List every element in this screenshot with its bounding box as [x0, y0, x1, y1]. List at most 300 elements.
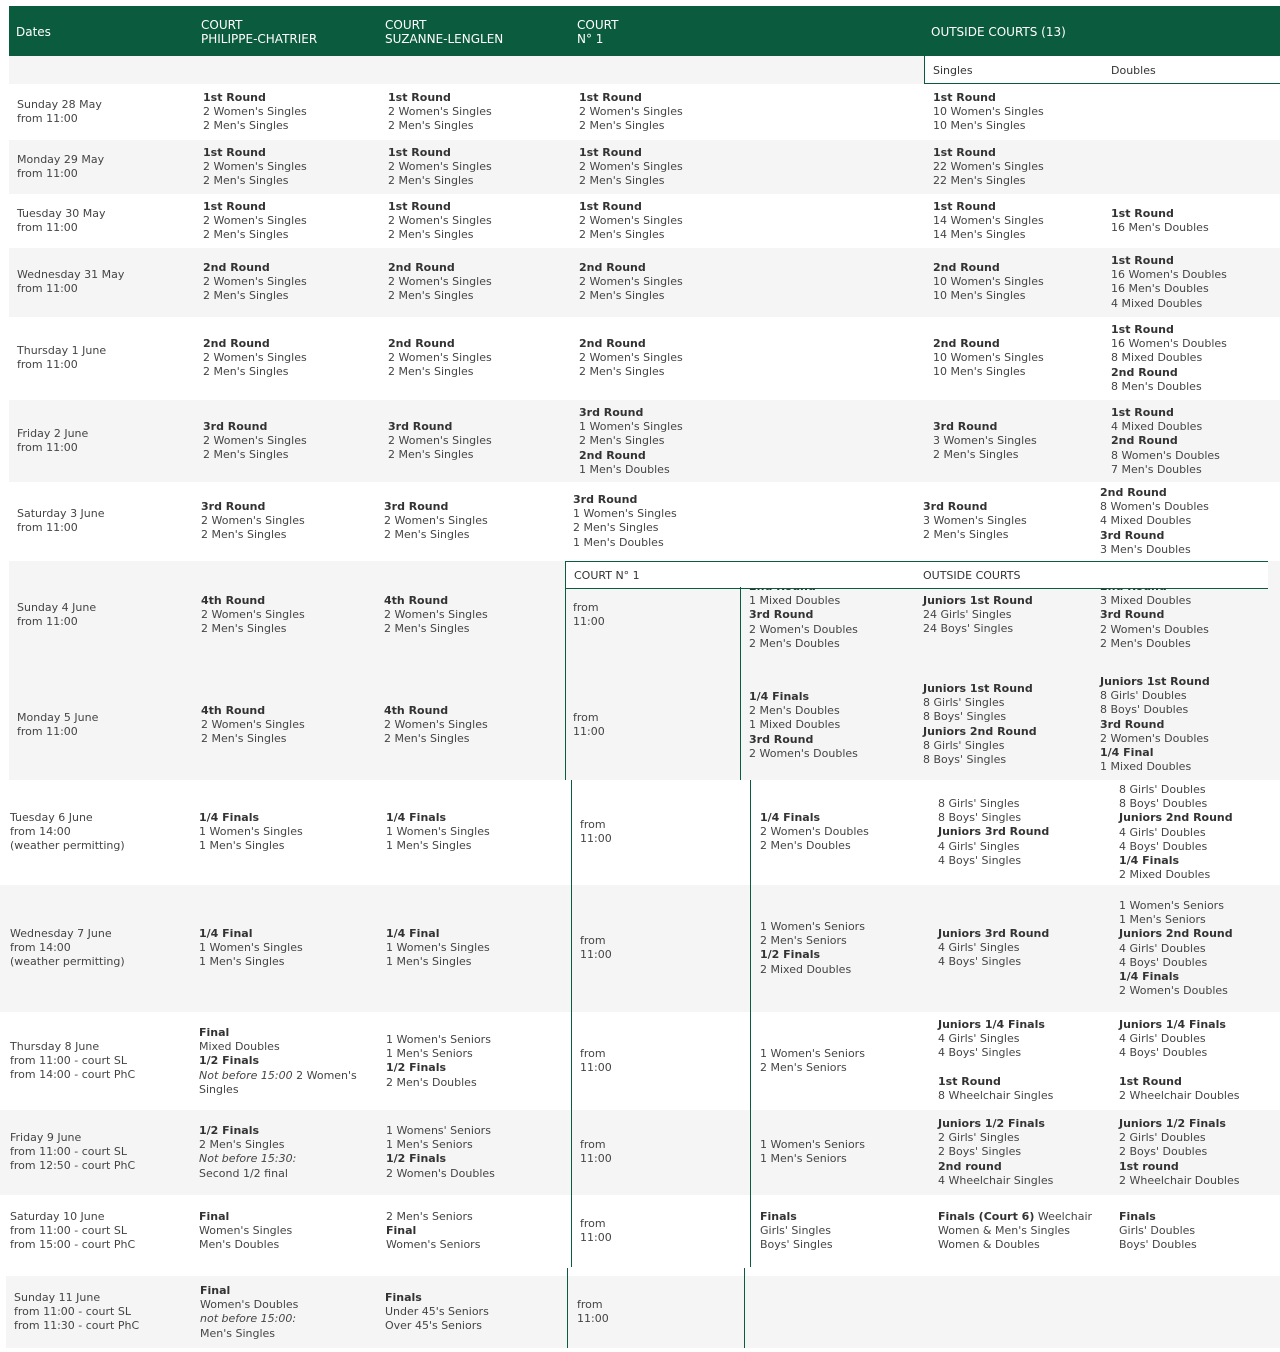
round-label: Final: [199, 1210, 230, 1223]
cell-outside-singles-line: [933, 91, 1044, 105]
table-row: [0, 1110, 1280, 1195]
round-label: 1/4 Final: [199, 927, 253, 940]
cell-court1-line: [579, 146, 683, 160]
cell-court-pc: [199, 1026, 357, 1097]
round-label: 3rd Round: [1100, 717, 1165, 731]
cell-court1-time-line: 11:00: [580, 1231, 612, 1245]
cell-court1: [573, 493, 677, 550]
cell-court-pc-line: Women's Doubles: [200, 1298, 299, 1312]
round-label: Juniors 1/4 Finals: [938, 1018, 1045, 1031]
divider-court1-detail-lower: [750, 780, 751, 1267]
round-label: 3rd Round: [203, 420, 268, 433]
row-date: [10, 811, 125, 854]
cell-outside-singles-line: 10 Women's Singles: [933, 351, 1044, 365]
cell-court-sl: [386, 1033, 491, 1090]
cell-court1-time: [580, 818, 612, 846]
round-label: 1st Round: [203, 91, 266, 104]
cell-court-pc-line: 1 Men's Singles: [199, 955, 285, 969]
row-date: [10, 1131, 135, 1174]
cell-court-pc-line: 2 Men's Singles: [203, 228, 289, 242]
cell-outside-doubles-line: [1119, 1160, 1239, 1174]
row-date: [10, 1210, 135, 1253]
cell-court-sl: [385, 1291, 489, 1334]
cell-court-sl-line: [384, 500, 488, 514]
round-label: 1st Round: [388, 91, 451, 104]
cell-court-pc-line: 2 Women's Singles: [203, 214, 307, 228]
row-date-line: (weather permitting): [10, 839, 125, 853]
time-note: not before 15:00:: [200, 1312, 297, 1326]
cell-court1-time-line: from: [580, 1047, 606, 1060]
cell-outside-doubles-line: [1111, 406, 1220, 420]
cell-outside-doubles-line: 16 Women's Doubles: [1111, 337, 1227, 351]
row-date-line: from 15:00 - court PhC: [10, 1238, 136, 1252]
cell-court-pc: [203, 91, 307, 134]
cell-court-pc-line: 2 Men's Singles: [203, 365, 289, 379]
row-date-line: from 11:00: [17, 615, 78, 629]
cell-outside-singles-line: [933, 146, 1044, 160]
round-label: Final: [200, 1284, 231, 1297]
cell-outside-singles: [933, 146, 1044, 189]
cell-court-pc: [199, 927, 303, 970]
round-label: 1st Round: [933, 200, 996, 213]
cell-court-sl: [388, 200, 492, 243]
round-label: 1/4 Finals: [760, 811, 821, 824]
round-label: 1st Round: [1111, 406, 1174, 419]
row-date-line: from 11:00: [17, 167, 78, 181]
round-label: Juniors 2nd Round: [923, 724, 1037, 738]
round-label: 1st Round: [1111, 207, 1174, 220]
cell-court1-line: 2 Women's Doubles: [749, 746, 858, 760]
cell-outside-singles-line: [933, 420, 1037, 434]
cell-court1-line: 2 Men's Singles: [573, 521, 659, 535]
cell-outside-doubles-line: [1119, 1117, 1239, 1131]
round-label: 1/4 Finals: [749, 690, 810, 703]
cell-court-sl-line: 2 Women's Singles: [384, 608, 488, 622]
subheader-court1: COURT N° 1: [574, 569, 640, 582]
cell-outside-singles-line: [938, 927, 1049, 941]
cell-outside-doubles-line: [1119, 811, 1233, 825]
cell-court1-time: [573, 601, 605, 629]
cell-outside-doubles-line: [1100, 608, 1209, 622]
cell-court-pc: [203, 261, 307, 304]
round-label: 1st round: [1119, 1159, 1179, 1173]
round-label: Finals: [1119, 1210, 1156, 1223]
cell-outside-doubles-line: [1119, 970, 1233, 984]
cell-outside-singles-line: [923, 500, 1027, 514]
row-date-line: Sunday 11 June: [14, 1291, 101, 1304]
cell-outside-singles-line: [938, 1210, 1092, 1224]
cell-court1-line: 2 Men's Doubles: [760, 839, 851, 853]
row-date-line: from 11:00: [17, 221, 78, 235]
cell-court1-line: 2 Women's Singles: [579, 275, 683, 289]
row-date-line: from 14:00: [10, 941, 71, 955]
row-date-line: Monday 29 May: [17, 153, 105, 166]
cell-court-sl-line: 1 Men's Singles: [386, 955, 472, 969]
row-date-line: from 11:00: [17, 521, 78, 535]
cell-outside-doubles-line: 1 Women's Seniors: [1119, 899, 1224, 912]
cell-outside-singles-line: 8 Boys' Singles: [923, 752, 1007, 766]
round-label: 1/4 Finals: [1119, 969, 1180, 983]
round-label: 1st Round: [938, 1074, 1001, 1088]
row-date: [17, 427, 88, 455]
cell-court-sl-line: 2 Men's Singles: [388, 365, 474, 379]
cell-court1-line: [760, 1210, 833, 1224]
cell-court-pc-line: 1 Men's Singles: [199, 839, 285, 853]
row-date-line: Saturday 3 June: [17, 507, 105, 520]
cell-outside-singles: [923, 500, 1027, 543]
round-label: 3rd Round: [573, 493, 638, 506]
divider-court1-last: [567, 1268, 568, 1348]
cell-outside-doubles: [1111, 406, 1220, 477]
cell-court1-line: 2 Men's Seniors: [760, 934, 847, 948]
cell-court1: [749, 690, 858, 761]
cell-outside-singles-line: 2 Men's Singles: [933, 448, 1019, 462]
round-label: 2nd Round: [933, 261, 1000, 274]
cell-outside-singles-line: 4 Boys' Singles: [938, 955, 1022, 969]
cell-court-pc-line: 1 Women's Singles: [199, 941, 303, 955]
cell-outside-singles-line: 8 Girls' Singles: [923, 738, 1005, 752]
cell-outside-doubles-line: 2 Men's Doubles: [1100, 636, 1191, 650]
cell-court-pc-line: Women's Singles: [199, 1224, 293, 1238]
cell-court-sl: [388, 146, 492, 189]
cell-outside-doubles-line: 7 Men's Doubles: [1111, 462, 1202, 476]
cell-outside-doubles-line: 2 Women's Doubles: [1100, 731, 1209, 745]
cell-court-pc-line: 2 Men's Singles: [199, 1138, 285, 1152]
cell-outside-singles-line: [923, 682, 1037, 696]
round-label: Juniors 2nd Round: [1119, 811, 1233, 825]
round-label: 3rd Round: [749, 732, 814, 746]
cell-outside-doubles-line: [1119, 927, 1233, 941]
round-label: 2nd Round: [203, 261, 270, 274]
cell-outside-doubles-line: 3 Mixed Doubles: [1100, 594, 1192, 608]
cell-court-pc: [199, 811, 303, 854]
cell-outside-singles: [938, 1018, 1053, 1103]
cell-court1-time: [580, 1217, 612, 1245]
cell-court-sl: [384, 500, 488, 543]
cell-outside-doubles: [1119, 783, 1233, 882]
cell-outside-singles-line: 2 Men's Singles: [923, 528, 1009, 542]
cell-outside-doubles-line: 2 Mixed Doubles: [1119, 868, 1211, 882]
header-court-1-1: COURT: [577, 18, 619, 32]
cell-court1-line: 2 Men's Singles: [579, 174, 665, 188]
cell-outside-doubles-line: 2 Women's Doubles: [1100, 622, 1209, 636]
cell-court-pc-line: 2 Women's Singles: [203, 105, 307, 119]
divider-court1-detail-upper: [740, 587, 741, 780]
row-date-line: from 11:00 - court SL: [10, 1054, 127, 1068]
row-date: [17, 153, 104, 181]
cell-court-pc-line: [203, 146, 307, 160]
round-label: 3rd Round: [201, 500, 266, 513]
cell-outside-singles-line: [933, 200, 1044, 214]
round-label: 2nd Round: [933, 337, 1000, 350]
cell-court-pc-line: Men's Doubles: [199, 1238, 280, 1252]
cell-outside-singles-line: [933, 337, 1044, 351]
row-date: [17, 207, 105, 235]
cell-court1-line: 2 Men's Singles: [579, 119, 665, 133]
cell-outside-singles-line: [938, 825, 1049, 839]
round-label: 3rd Round: [579, 406, 644, 419]
cell-outside-doubles-line: 1 Mixed Doubles: [1100, 760, 1192, 774]
cell-outside-singles-line: 4 Wheelchair Singles: [938, 1173, 1054, 1187]
cell-court1-line: [760, 811, 869, 825]
round-label: Juniors 1st Round: [1100, 675, 1210, 688]
cell-court-pc-line: [199, 1124, 296, 1138]
cell-court-sl-line: [384, 594, 488, 608]
row-date-line: from 11:00: [17, 112, 78, 126]
cell-court-pc-line: 2 Women's Singles: [203, 275, 307, 289]
cell-court1-line: [573, 493, 677, 507]
time-note: Not before 15:30:: [199, 1152, 297, 1166]
cell-court-sl-line: 2 Women's Singles: [388, 351, 492, 365]
cell-court1-time-line: 11:00: [573, 615, 605, 629]
cell-court-sl-line: 2 Women's Singles: [388, 434, 492, 448]
cell-court-sl-line: [385, 1291, 489, 1305]
cell-outside-doubles-line: [1119, 1061, 1239, 1075]
round-label: 3rd Round: [388, 420, 453, 433]
table-row: [0, 780, 1280, 885]
round-label: 3rd Round: [384, 500, 449, 513]
cell-outside-doubles-line: 8 Boys' Doubles: [1119, 797, 1208, 811]
cell-outside-singles-line: 14 Men's Singles: [933, 228, 1026, 242]
cell-outside-singles: [938, 1117, 1053, 1188]
cell-court-sl-line: [386, 811, 490, 825]
cell-outside-doubles-line: [1119, 1018, 1239, 1032]
cell-court-sl-line: 2 Women's Singles: [388, 214, 492, 228]
cell-court1-line: Boys' Singles: [760, 1238, 833, 1252]
cell-outside-singles-line: 10 Women's Singles: [933, 105, 1044, 119]
cell-outside-singles-line: [938, 1018, 1053, 1032]
cell-outside-doubles: [1111, 207, 1209, 235]
cell-outside-doubles-line: [1111, 254, 1227, 268]
cell-outside-doubles-line: [1111, 207, 1209, 221]
cell-court-pc: [203, 200, 307, 243]
cell-outside-doubles: [1100, 675, 1210, 774]
row-date-line: from 12:50 - court PhC: [10, 1159, 136, 1173]
cell-outside-singles-line: 24 Boys' Singles: [923, 622, 1014, 636]
cell-court1-line: 1 Women's Singles: [579, 420, 683, 434]
cell-court-sl: [384, 704, 488, 747]
cell-court1-line: [749, 608, 858, 622]
row-date-line: from 11:00: [17, 358, 78, 372]
round-label: 1st Round: [1119, 1074, 1182, 1088]
cell-court1-line: 1 Men's Doubles: [573, 535, 664, 549]
cell-outside-singles-line: [938, 1075, 1053, 1089]
round-label: 1st Round: [203, 200, 266, 213]
round-label: 1st Round: [388, 200, 451, 213]
event-text: 2 Women's: [292, 1068, 357, 1082]
cell-court-sl-line: 2 Men's Doubles: [386, 1075, 477, 1089]
cell-outside-singles-line: 22 Women's Singles: [933, 160, 1044, 174]
cell-outside-doubles-line: 4 Boys' Doubles: [1119, 839, 1208, 853]
cell-outside-doubles: [1111, 254, 1227, 311]
round-label: Finals (Court 6): [938, 1210, 1035, 1223]
cell-outside-doubles-line: [1100, 746, 1210, 760]
divider-court1-detail-last: [744, 1268, 745, 1348]
cell-outside-singles: [933, 337, 1044, 380]
cell-court-pc-line: 2 Men's Singles: [203, 174, 289, 188]
round-label: 2nd Round: [579, 261, 646, 274]
cell-outside-singles-line: 2 Girls' Singles: [938, 1131, 1020, 1145]
row-date-line: from 11:00: [17, 282, 78, 296]
row-date-line: from 14:00: [10, 825, 71, 839]
row-date-line: from 11:00 - court SL: [14, 1305, 131, 1319]
cell-court1-line: 2 Women's Doubles: [760, 825, 869, 839]
divider-court1-upper: [565, 587, 566, 780]
cell-court1-line: 2 Men's Doubles: [749, 636, 840, 650]
cell-outside-singles: [933, 420, 1037, 463]
header-outside: OUTSIDE COURTS (13): [931, 25, 1066, 39]
cell-outside-singles-line: 4 Boys' Singles: [938, 1046, 1022, 1060]
round-label: 1/2 Finals: [386, 1061, 447, 1075]
cell-outside-doubles-line: 3 Men's Doubles: [1100, 542, 1191, 556]
cell-court-pc-line: 2 Men's Singles: [201, 528, 287, 542]
cell-court1-line: 2 Men's Singles: [579, 228, 665, 242]
cell-outside-doubles-line: 8 Women's Doubles: [1111, 448, 1220, 462]
round-label: Juniors 1st Round: [923, 682, 1033, 695]
cell-outside-doubles-line: [1100, 718, 1210, 732]
cell-outside-singles-line: [923, 594, 1033, 608]
row-date: [17, 601, 96, 629]
cell-outside-doubles-line: Boys' Doubles: [1119, 1238, 1197, 1252]
round-label: 1st Round: [203, 146, 266, 159]
cell-court-pc-line: Singles: [199, 1082, 239, 1096]
cell-court1-line: 2 Women's Doubles: [749, 622, 858, 636]
cell-court-sl-line: 2 Women's Singles: [388, 105, 492, 119]
cell-court-pc-line: 2 Women's Singles: [201, 608, 305, 622]
cell-court1-line: 2 Women's Singles: [579, 160, 683, 174]
cell-outside-singles-line: Women & Men's Singles: [938, 1224, 1071, 1238]
cell-court1-line: 2 Men's Seniors: [760, 1061, 847, 1075]
cell-court1-time-line: 11:00: [580, 1061, 612, 1075]
cell-outside-singles-line: 4 Girls' Singles: [938, 839, 1020, 853]
cell-court-pc: [200, 1284, 298, 1341]
cell-outside-singles-line: 22 Men's Singles: [933, 174, 1026, 188]
cell-court-pc: [201, 704, 305, 747]
cell-outside-singles-line: [933, 261, 1044, 275]
cell-court-sl-line: 1 Men's Seniors: [386, 1047, 473, 1061]
cell-court1-line: [579, 337, 683, 351]
row-date-line: Wednesday 31 May: [17, 268, 125, 281]
cell-court-sl-line: 2 Women's Doubles: [386, 1166, 495, 1180]
round-label: Finals: [760, 1210, 797, 1223]
cell-court-sl-line: 2 Men's Seniors: [386, 1210, 473, 1223]
cell-court-sl: [388, 261, 492, 304]
cell-outside-doubles-line: 2 Boys' Doubles: [1119, 1145, 1208, 1159]
cell-court-pc-line: 2 Women's Singles: [203, 160, 307, 174]
cell-outside-doubles-line: 4 Boys' Doubles: [1119, 955, 1208, 969]
subheader-singles: Singles: [933, 64, 973, 77]
cell-court-pc-line: 2 Men's Singles: [203, 448, 289, 462]
cell-court1: [579, 146, 683, 189]
cell-court-sl-line: 1 Men's Seniors: [386, 1138, 473, 1152]
event-text: Weelchair: [1034, 1210, 1093, 1223]
cell-court-pc-line: [203, 200, 307, 214]
cell-court1-time-line: from: [577, 1298, 603, 1311]
cell-court-sl-line: 2 Men's Singles: [388, 174, 474, 188]
round-label: 1/4 Final: [386, 927, 440, 940]
cell-outside-doubles-line: [1119, 1210, 1197, 1224]
round-label: 1/2 Finals: [386, 1152, 447, 1166]
round-label: 1st Round: [933, 146, 996, 159]
cell-court1-line: 2 Women's Singles: [579, 351, 683, 365]
row-date-line: Sunday 4 June: [17, 601, 97, 614]
cell-court-pc-line: [199, 1026, 357, 1040]
cell-outside-singles: [938, 797, 1049, 868]
cell-court1-line: 1 Women's Seniors: [760, 1047, 865, 1060]
cell-outside-singles-line: [938, 1160, 1053, 1174]
cell-court1-time-line: 11:00: [580, 1152, 612, 1166]
cell-court-sl-line: 2 Men's Singles: [384, 528, 470, 542]
cell-court-sl-line: 2 Men's Singles: [388, 228, 474, 242]
cell-court-sl-line: 1 Women's Singles: [386, 825, 490, 839]
cell-outside-doubles-line: 8 Mixed Doubles: [1111, 351, 1203, 365]
subheader-doubles: Doubles: [1111, 64, 1156, 77]
round-label: 1st Round: [1111, 323, 1174, 336]
row-date: [14, 1291, 139, 1334]
round-label: 1st Round: [579, 91, 642, 104]
cell-outside-doubles-line: [1100, 675, 1210, 689]
cell-court-pc-line: 2 Men's Singles: [203, 119, 289, 133]
cell-court1-time-line: 11:00: [577, 1312, 609, 1326]
subheader-outside: OUTSIDE COURTS: [923, 569, 1021, 582]
cell-court-sl-line: 1 Womens' Seniors: [386, 1124, 491, 1137]
cell-outside-doubles-line: 4 Girls' Doubles: [1119, 825, 1206, 839]
cell-court1-line: 1 Men's Seniors: [760, 1152, 847, 1166]
cell-court1-time: [580, 1047, 612, 1075]
cell-court-pc-line: [201, 704, 305, 718]
cell-outside-doubles-line: 16 Men's Doubles: [1111, 282, 1209, 296]
round-label: 1st Round: [579, 146, 642, 159]
cell-court1-line: 2 Men's Doubles: [749, 704, 840, 718]
cell-court-pc-line: 2 Men's Singles: [201, 732, 287, 746]
cell-court-sl-line: 2 Men's Singles: [384, 622, 470, 636]
cell-court1-line: 1 Mixed Doubles: [749, 594, 841, 608]
cell-outside-singles: [933, 261, 1044, 304]
row-date: [17, 507, 105, 535]
cell-court-sl-line: Women's Seniors: [386, 1238, 481, 1252]
cell-outside-doubles-line: 4 Boys' Doubles: [1119, 1046, 1208, 1060]
cell-court-pc-line: [199, 1069, 357, 1083]
cell-outside-doubles: [1111, 323, 1227, 394]
cell-court1-line: 1 Men's Doubles: [579, 462, 670, 476]
cell-court-sl-line: [386, 1224, 480, 1238]
cell-outside-doubles-line: [1100, 486, 1209, 500]
cell-court1-time-line: from: [580, 1217, 606, 1230]
round-label: 1/2 Finals: [199, 1054, 260, 1068]
cell-court1-line: 2 Mixed Doubles: [760, 962, 852, 976]
cell-outside-doubles-line: 2 Girls' Doubles: [1119, 1131, 1206, 1145]
round-label: 1/4 Finals: [1119, 853, 1180, 867]
cell-outside-singles-line: [923, 725, 1037, 739]
round-label: 3rd Round: [1100, 608, 1165, 622]
row-date-line: Sunday 28 May: [17, 98, 102, 111]
cell-outside-doubles-line: 1 Men's Seniors: [1119, 913, 1206, 927]
cell-court1-time-line: 11:00: [573, 725, 605, 739]
cell-court-pc-line: [203, 91, 307, 105]
cell-outside-singles-line: 8 Girls' Singles: [923, 696, 1005, 710]
cell-outside-doubles-line: 4 Girls' Doubles: [1119, 1032, 1206, 1046]
cell-outside-doubles-line: 8 Girls' Doubles: [1100, 689, 1187, 703]
cell-court-pc-line: Mixed Doubles: [199, 1040, 280, 1054]
cell-outside-singles-line: 3 Women's Singles: [933, 434, 1037, 448]
cell-court-pc-line: Men's Singles: [200, 1326, 276, 1340]
round-label: 2nd Round: [1111, 434, 1178, 448]
round-label: Juniors 3rd Round: [938, 825, 1050, 839]
round-label: 4th Round: [201, 704, 266, 717]
cell-outside-doubles: [1119, 1117, 1239, 1188]
cell-outside-doubles: [1100, 486, 1209, 557]
cell-court-sl-line: Under 45's Seniors: [385, 1305, 489, 1319]
